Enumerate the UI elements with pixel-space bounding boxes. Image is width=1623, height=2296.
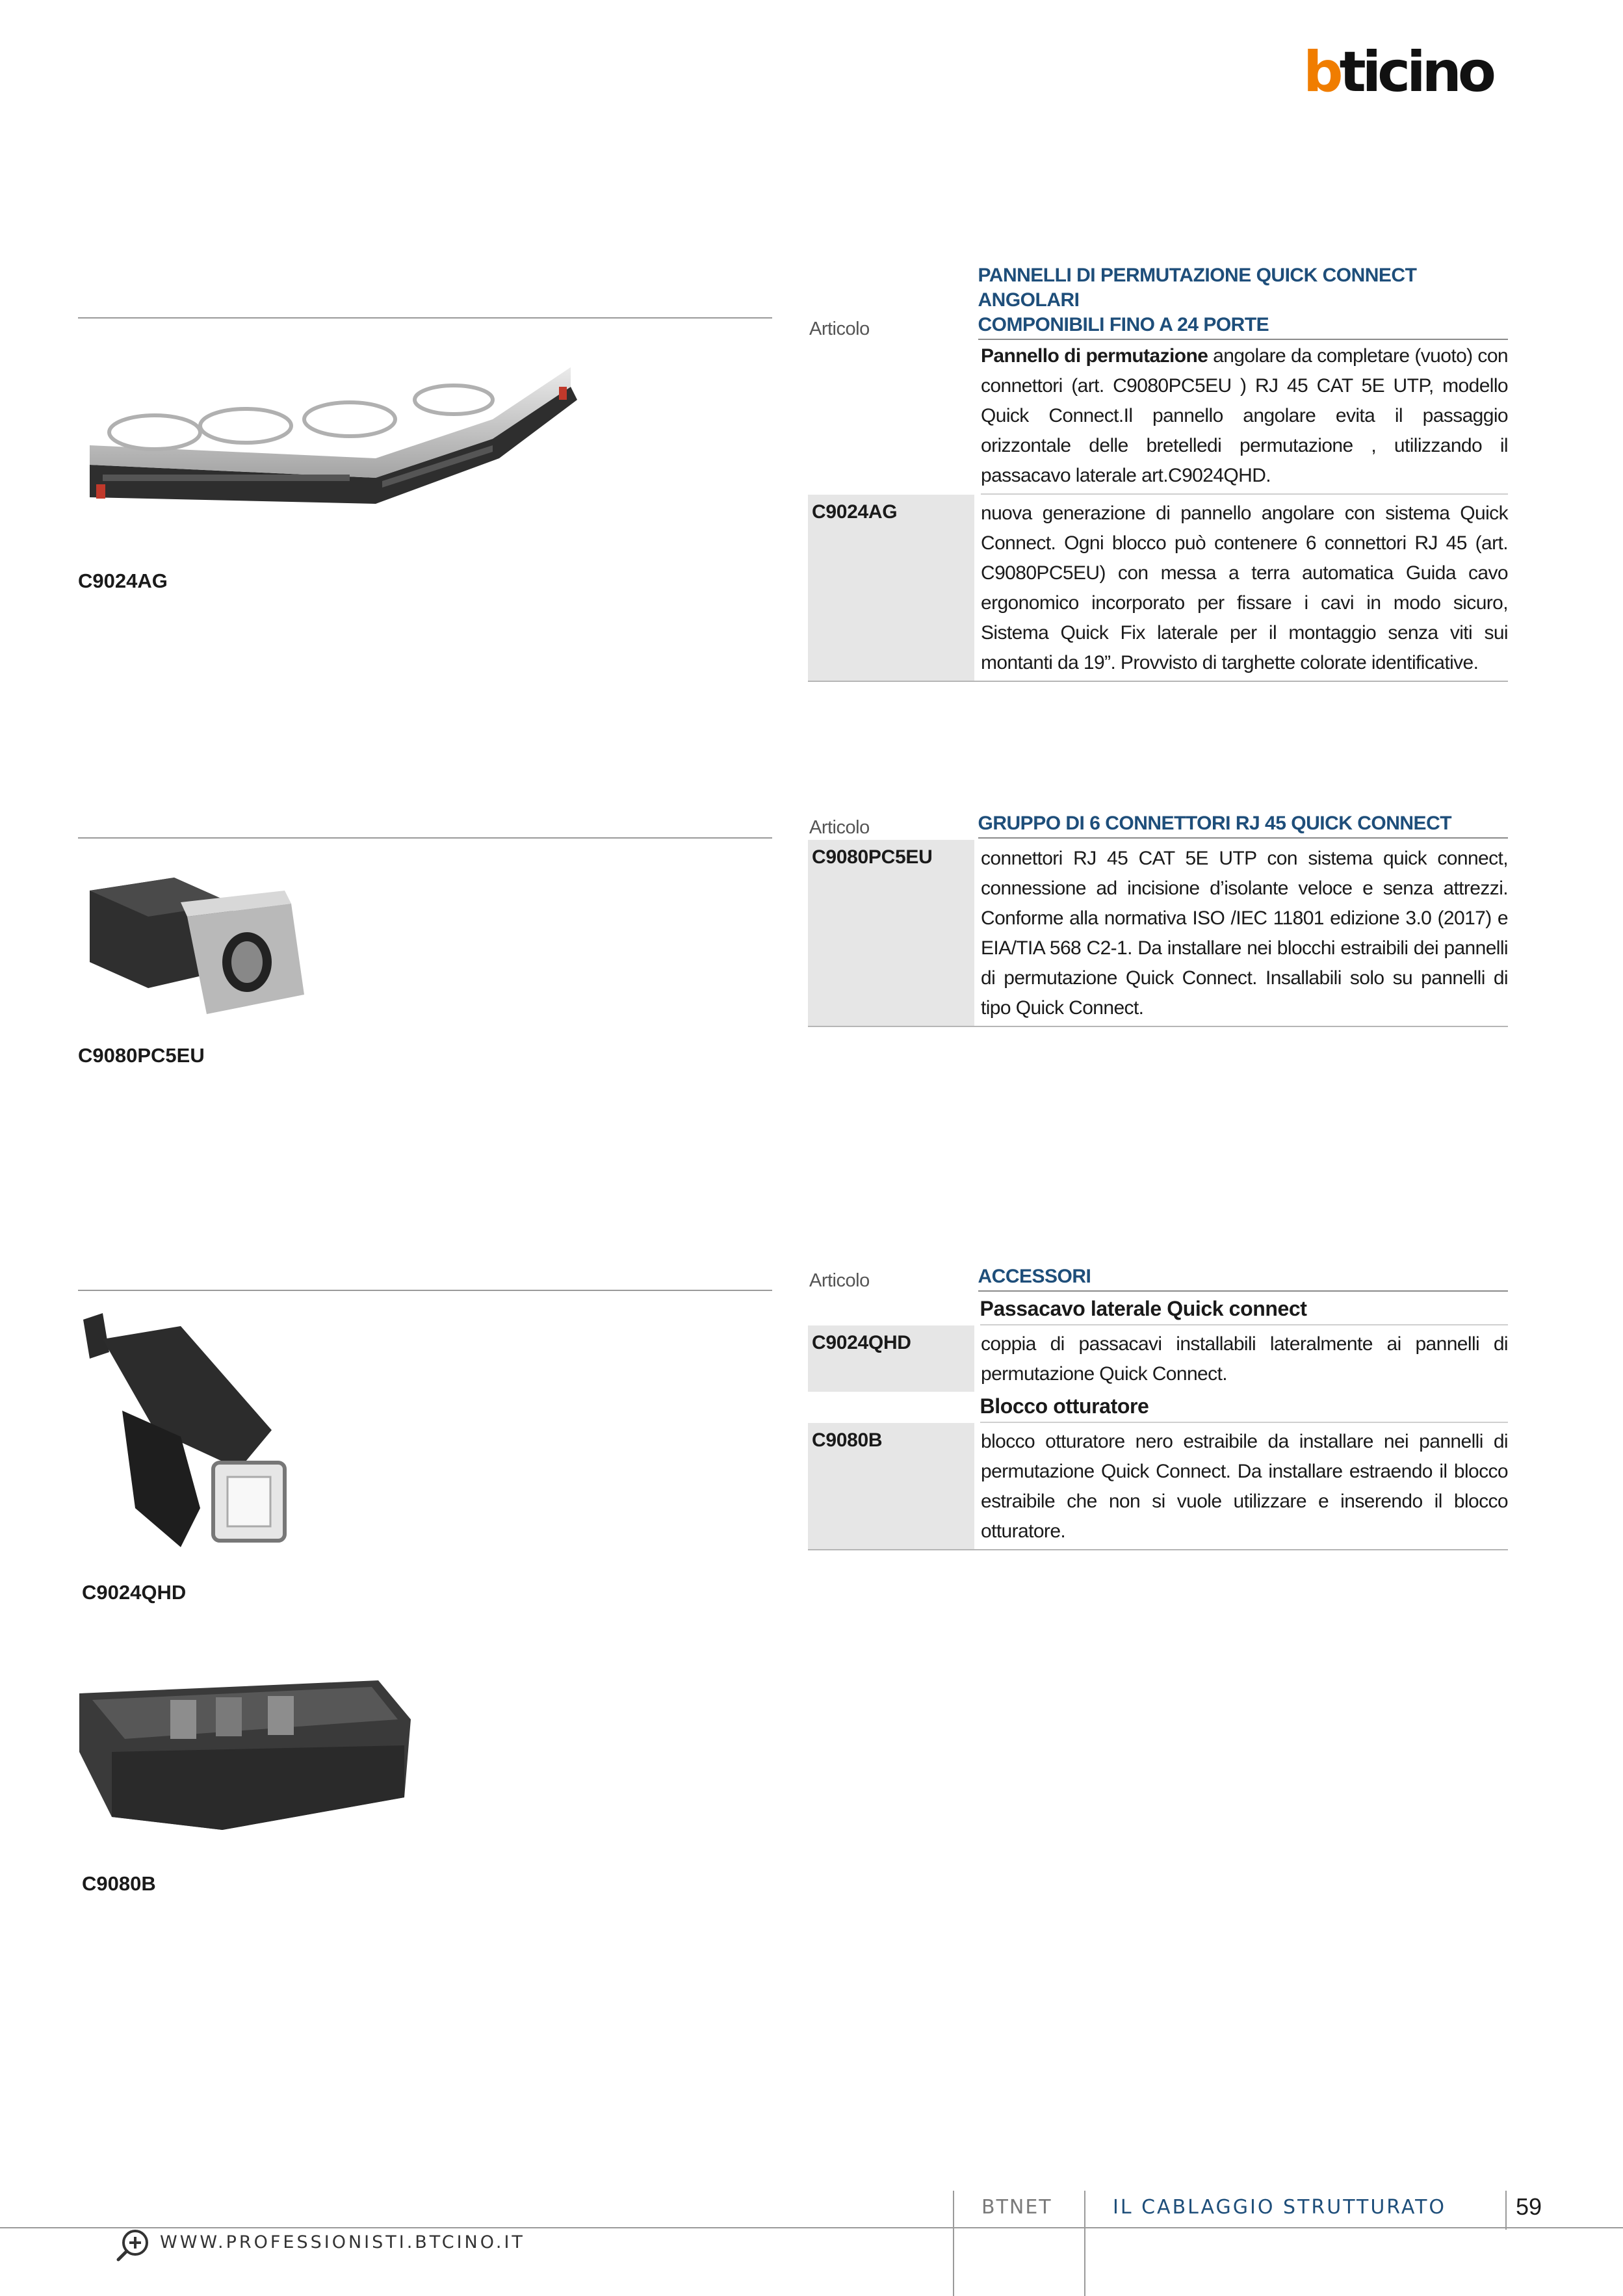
cable-guide-photo — [77, 1313, 298, 1560]
patch-panel-photo — [77, 348, 584, 543]
image-rule-3 — [78, 1290, 772, 1291]
footer-rule — [0, 2227, 1623, 2228]
footer-divider — [953, 2191, 954, 2296]
footer-series: BTNET — [981, 2196, 1052, 2219]
subheading-passacavo: Passacavo laterale Quick connect — [980, 1294, 1508, 1325]
connector-block-photo — [77, 865, 311, 1034]
caption-c9080b: C9080B — [82, 1872, 156, 1895]
description-text: angolare da completare (vuoto) con connettori (art. C9080PC5EU ) RJ 45 CAT 5E UTP, modello Quick Connect.Il pannello angolare evita il passaggio orizzontale delle bretelledi permutazione , utilizzando il passacavo laterale art.C9024QHD. — [981, 345, 1509, 486]
product-description — [981, 341, 1508, 495]
product-code: C9024QHD — [808, 1325, 974, 1392]
column-label-articolo: Articolo — [809, 319, 870, 339]
product-table-1 — [808, 263, 1508, 682]
section-title-2: GRUPPO DI 6 CONNETTORI RJ 45 QUICK CONNECT — [978, 811, 1508, 839]
zoom-search-icon[interactable] — [114, 2227, 151, 2263]
product-code: C9024AG — [808, 495, 974, 681]
product-description: coppia di passacavi installabili lateralmente ai pannelli di permutazione Quick Connect. — [981, 1333, 1508, 1385]
caption-c9080pc5eu: C9080PC5EU — [78, 1044, 205, 1067]
product-code: C9080PC5EU — [808, 840, 974, 1026]
caption-c9024ag: C9024AG — [78, 569, 168, 592]
product-table-2 — [808, 811, 1508, 1027]
product-description: connettori RJ 45 CAT 5E UTP con sistema quick connect, connessione ad incisione d’isolante veloce e senza attrezzi. Conforme alla normativa ISO /IEC 11801 edizione 3.0 (2017) e EIA/TIA 568 C2-1. Da installare nei blocchi estraibili dei pannelli di permutazione Quick Connect. Insallabili solo su pannelli di tipo Quick Connect. — [981, 848, 1508, 1019]
column-label-articolo: Articolo — [809, 817, 870, 838]
image-rule-2 — [78, 837, 772, 839]
footer-divider — [1505, 2191, 1507, 2230]
section-title-1 — [978, 263, 1508, 340]
footer-divider — [1084, 2191, 1085, 2296]
product-table-3 — [808, 1264, 1508, 1550]
brand-logo — [1303, 40, 1492, 105]
subheading-blocco-otturatore: Blocco otturatore — [980, 1392, 1508, 1423]
column-label-articolo: Articolo — [809, 1270, 870, 1291]
section-title-1-line1: PANNELLI DI PERMUTAZIONE QUICK CONNECT ANGOLARI — [978, 265, 1417, 311]
section-title-3: ACCESSORI — [978, 1264, 1508, 1292]
product-code-empty — [808, 341, 974, 495]
product-code: C9080B — [808, 1423, 974, 1549]
website-link[interactable]: WWW.PROFESSIONISTI.BTCINO.IT — [160, 2232, 525, 2252]
section-title-1-line2: COMPONIBILI FINO A 24 PORTE — [978, 314, 1269, 335]
footer-chapter: IL CABLAGGIO STRUTTURATO — [1113, 2196, 1447, 2219]
page-number: 59 — [1516, 2193, 1542, 2220]
product-description: nuova generazione di pannello angolare con sistema Quick Connect. Ogni blocco può contenere 6 connettori RJ 45 (art. C9080PC5EU) con messa a terra automatica Guida cavo ergonomico incorporato per fissare i cavi in modo sicuro, Sistema Quick Fix laterale per il montaggio senza viti sui montanti da 19”. Provvisto di targhette colorate identificative. — [981, 502, 1508, 673]
caption-c9024qhd: C9024QHD — [82, 1581, 187, 1604]
blanking-block-photo — [73, 1674, 424, 1836]
image-rule-1 — [78, 317, 772, 319]
logo-letter-b: b — [1303, 40, 1340, 105]
description-bold: Pannello di permutazione — [981, 345, 1208, 367]
product-description: blocco otturatore nero estraibile da installare nei pannelli di permutazione Quick Connect. Da installare estraendo il blocco estraibile che non si vuole utilizzare e inserendo il blocco otturatore. — [981, 1431, 1508, 1542]
logo-rest: ticino — [1339, 40, 1492, 105]
